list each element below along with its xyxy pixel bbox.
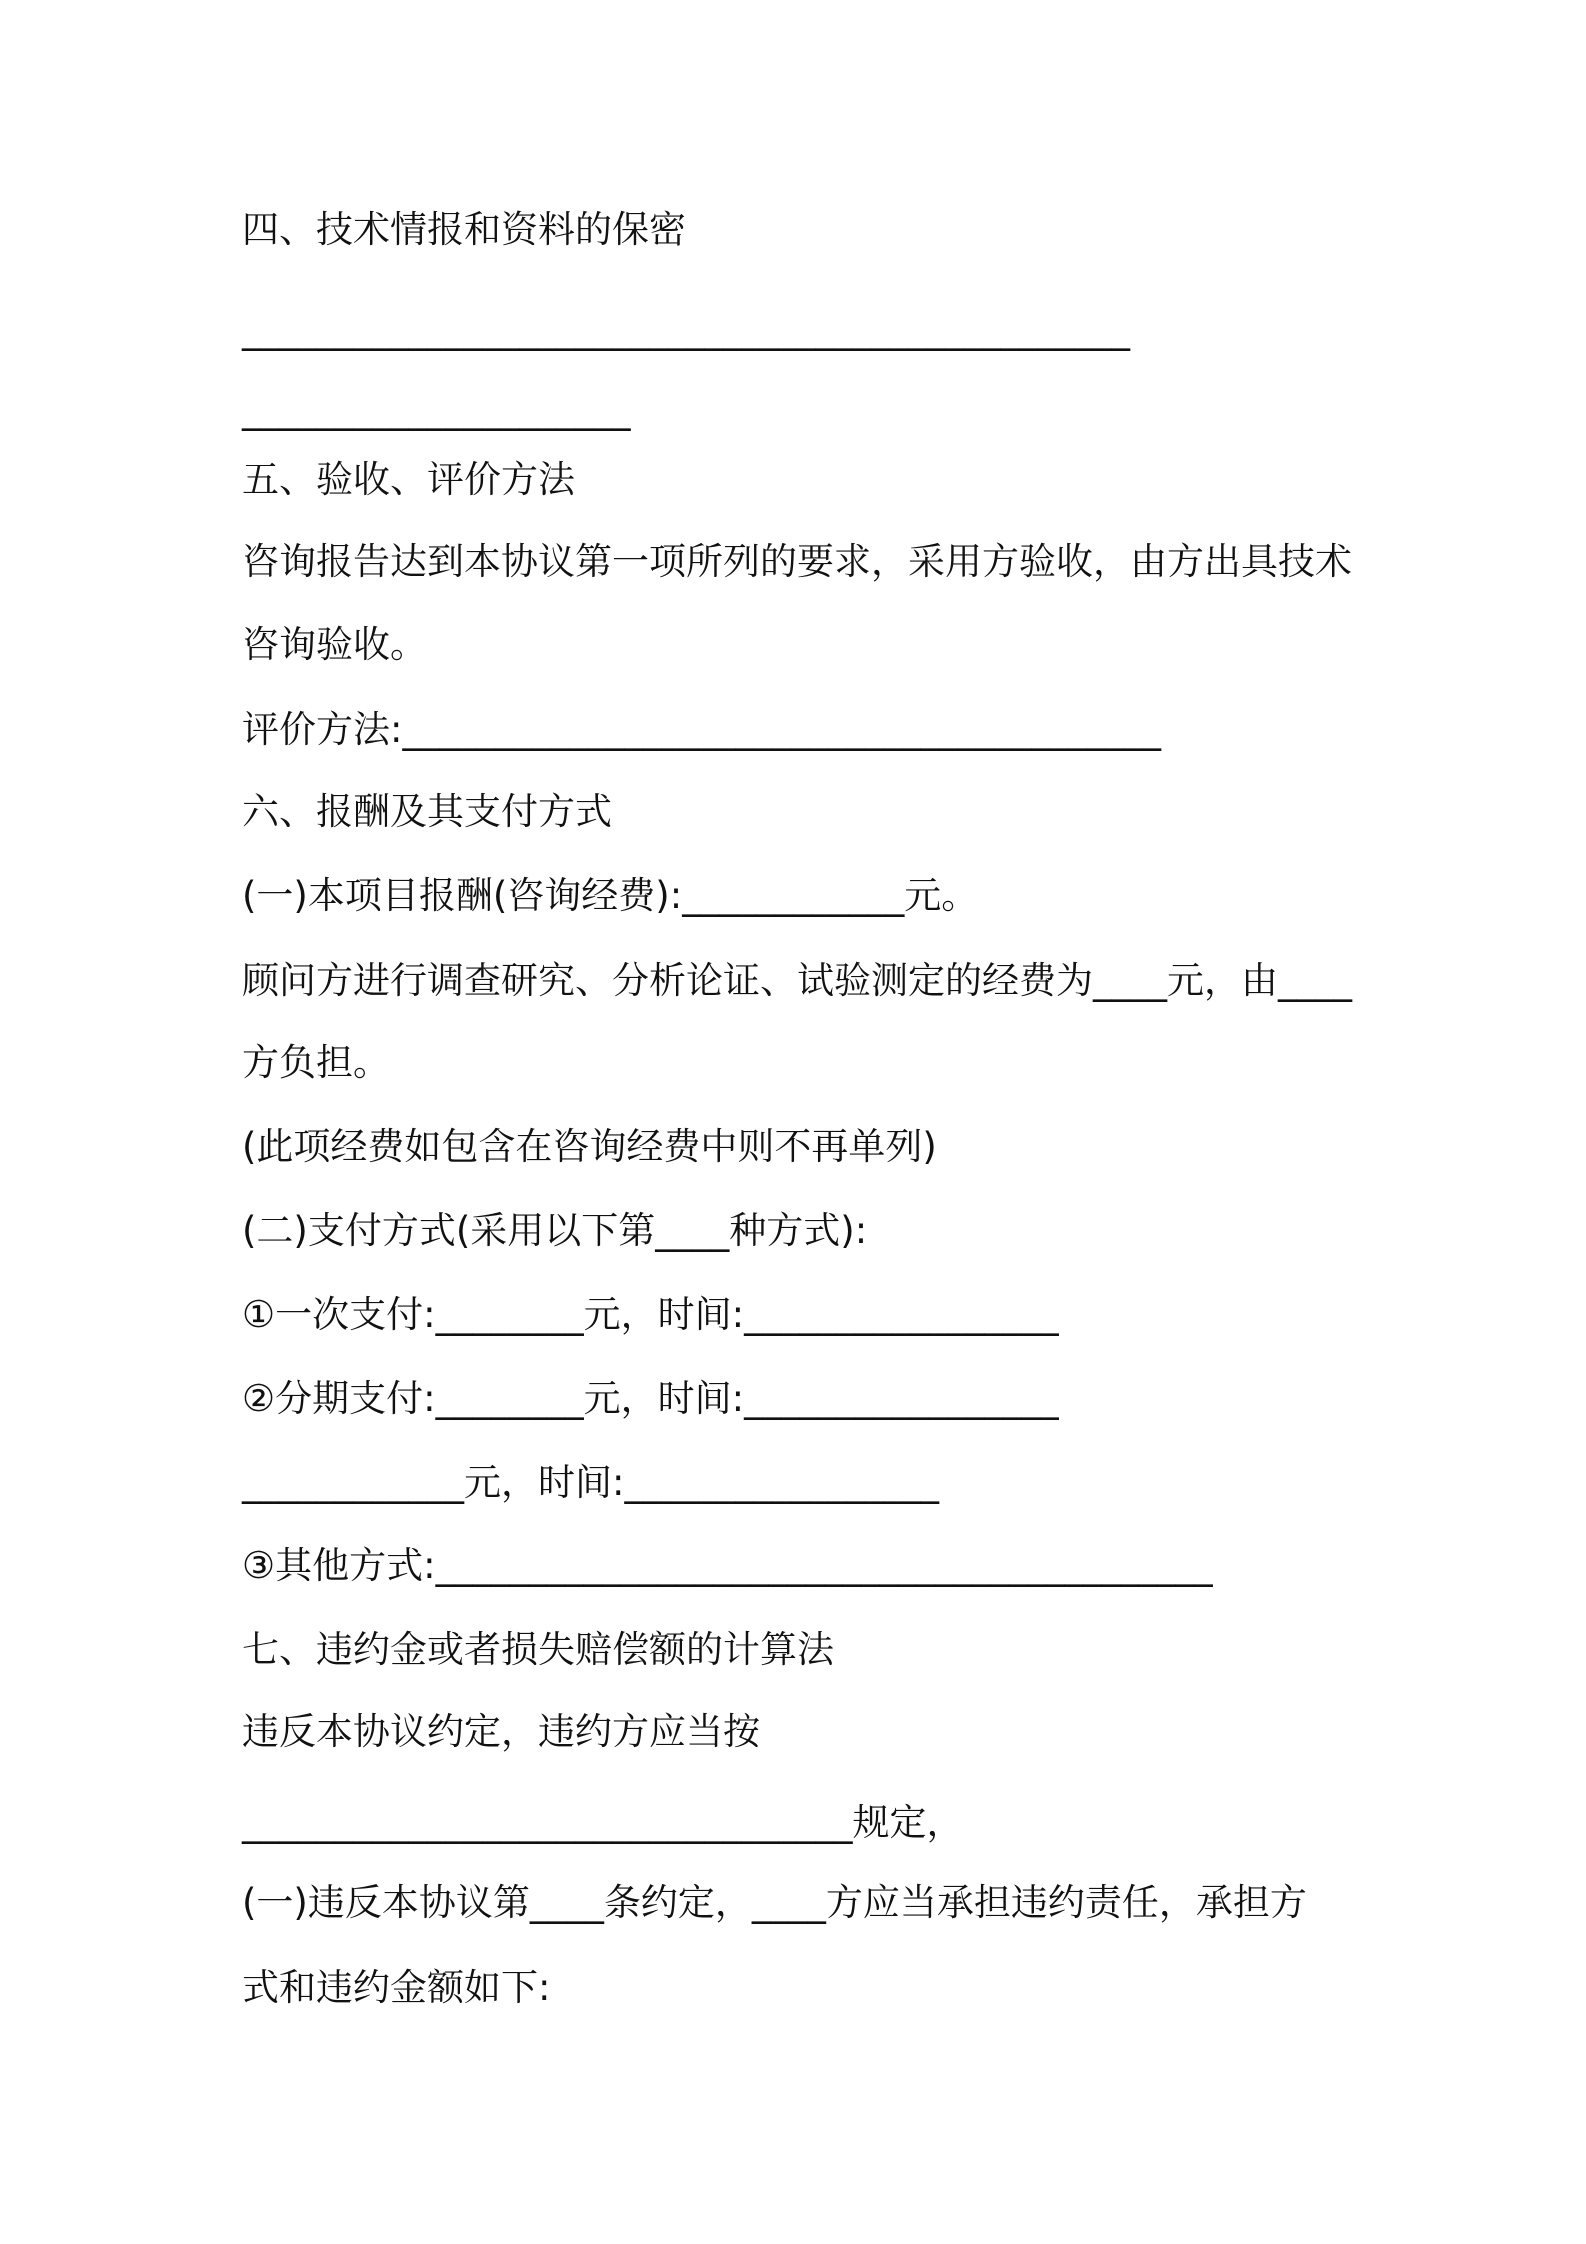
note-line: (此项经费如包含在咨询经费中则不再单列) (242, 1125, 937, 1168)
section6-heading: 六、报酬及其支付方式 (242, 790, 612, 833)
paragraph-line: 式和违约金额如下: (242, 1966, 551, 2009)
payment-method-line: (二)支付方式(采用以下第____种方式): (242, 1209, 868, 1252)
paragraph-line: _________________________________规定， (242, 1801, 964, 1844)
paragraph-line: (一)违反本协议第____条约定，____方应当承担违约责任，承担方 (242, 1881, 1307, 1924)
blank-line: ________________________________________________ (242, 308, 1130, 351)
payment-option-2: ②分期支付:________元，时间:_________________ (242, 1377, 1059, 1420)
section4-heading: 四、技术情报和资料的保密 (242, 208, 686, 251)
paragraph-line: 顾问方进行调查研究、分析论证、试验测定的经费为____元，由____ (242, 959, 1352, 1002)
section7-heading: 七、违约金或者损失赔偿额的计算法 (242, 1628, 834, 1671)
blank-line: _____________________ (242, 388, 631, 431)
payment-option-3: ③其他方式:__________________________________________ (242, 1544, 1213, 1587)
evaluation-method-line: 评价方法:_________________________________________ (242, 708, 1161, 751)
paragraph-line: 违反本协议约定，违约方应当按 (242, 1710, 760, 1753)
section5-heading: 五、验收、评价方法 (242, 458, 575, 501)
payment-option-1: ①一次支付:________元，时间:_________________ (242, 1293, 1059, 1336)
remuneration-line: (一)本项目报酬(咨询经费):____________元。 (242, 874, 979, 917)
payment-option-2-continued: ____________元，时间:_________________ (242, 1461, 939, 1504)
paragraph-line: 方负担。 (242, 1041, 390, 1084)
paragraph-line: 咨询验收。 (242, 623, 427, 666)
paragraph-line: 咨询报告达到本协议第一项所列的要求，采用方验收，由方出具技术 (242, 540, 1352, 583)
